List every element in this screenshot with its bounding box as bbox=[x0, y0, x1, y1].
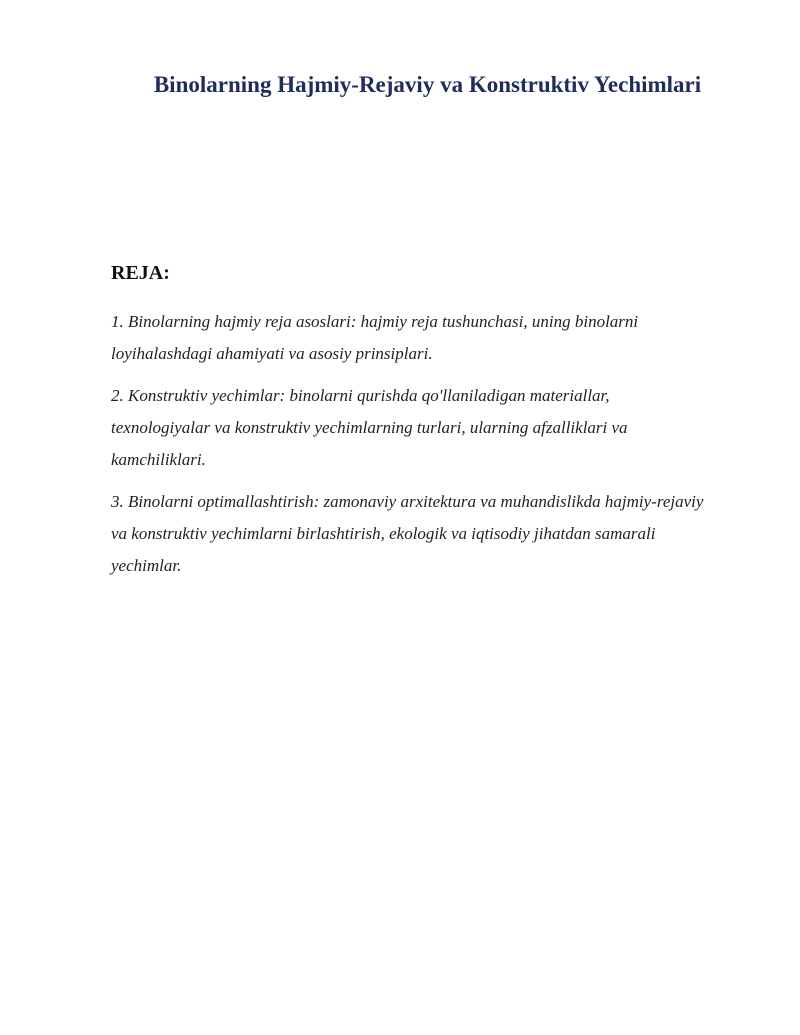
document-title: Binolarning Hajmiy-Rejaviy va Konstruktiv Yechimlari bbox=[153, 72, 702, 97]
plan-heading: REJA: bbox=[111, 262, 170, 284]
plan-item-1: 1. Binolarning hajmiy reja asoslari: hajmiy reja tushunchasi, uning binolarni loyihalashdagi ahamiyati va asosiy prinsiplari. bbox=[111, 312, 639, 363]
plan-item-3: 3. Binolarni optimallashtirish: zamonaviy arxitektura va muhandislikda hajmiy-rejaviy va konstruktiv yechimlarni birlashtirish, ekologik va iqtisodiy jihatdan samarali yechimlar. bbox=[111, 492, 704, 575]
plan-item-2: 2. Konstruktiv yechimlar: binolarni qurishda qo'llaniladigan materiallar, texnologiyalar va konstruktiv yechimlarning turlari, ularning afzalliklari va kamchiliklari. bbox=[111, 386, 628, 469]
plan-list bbox=[111, 306, 711, 592]
